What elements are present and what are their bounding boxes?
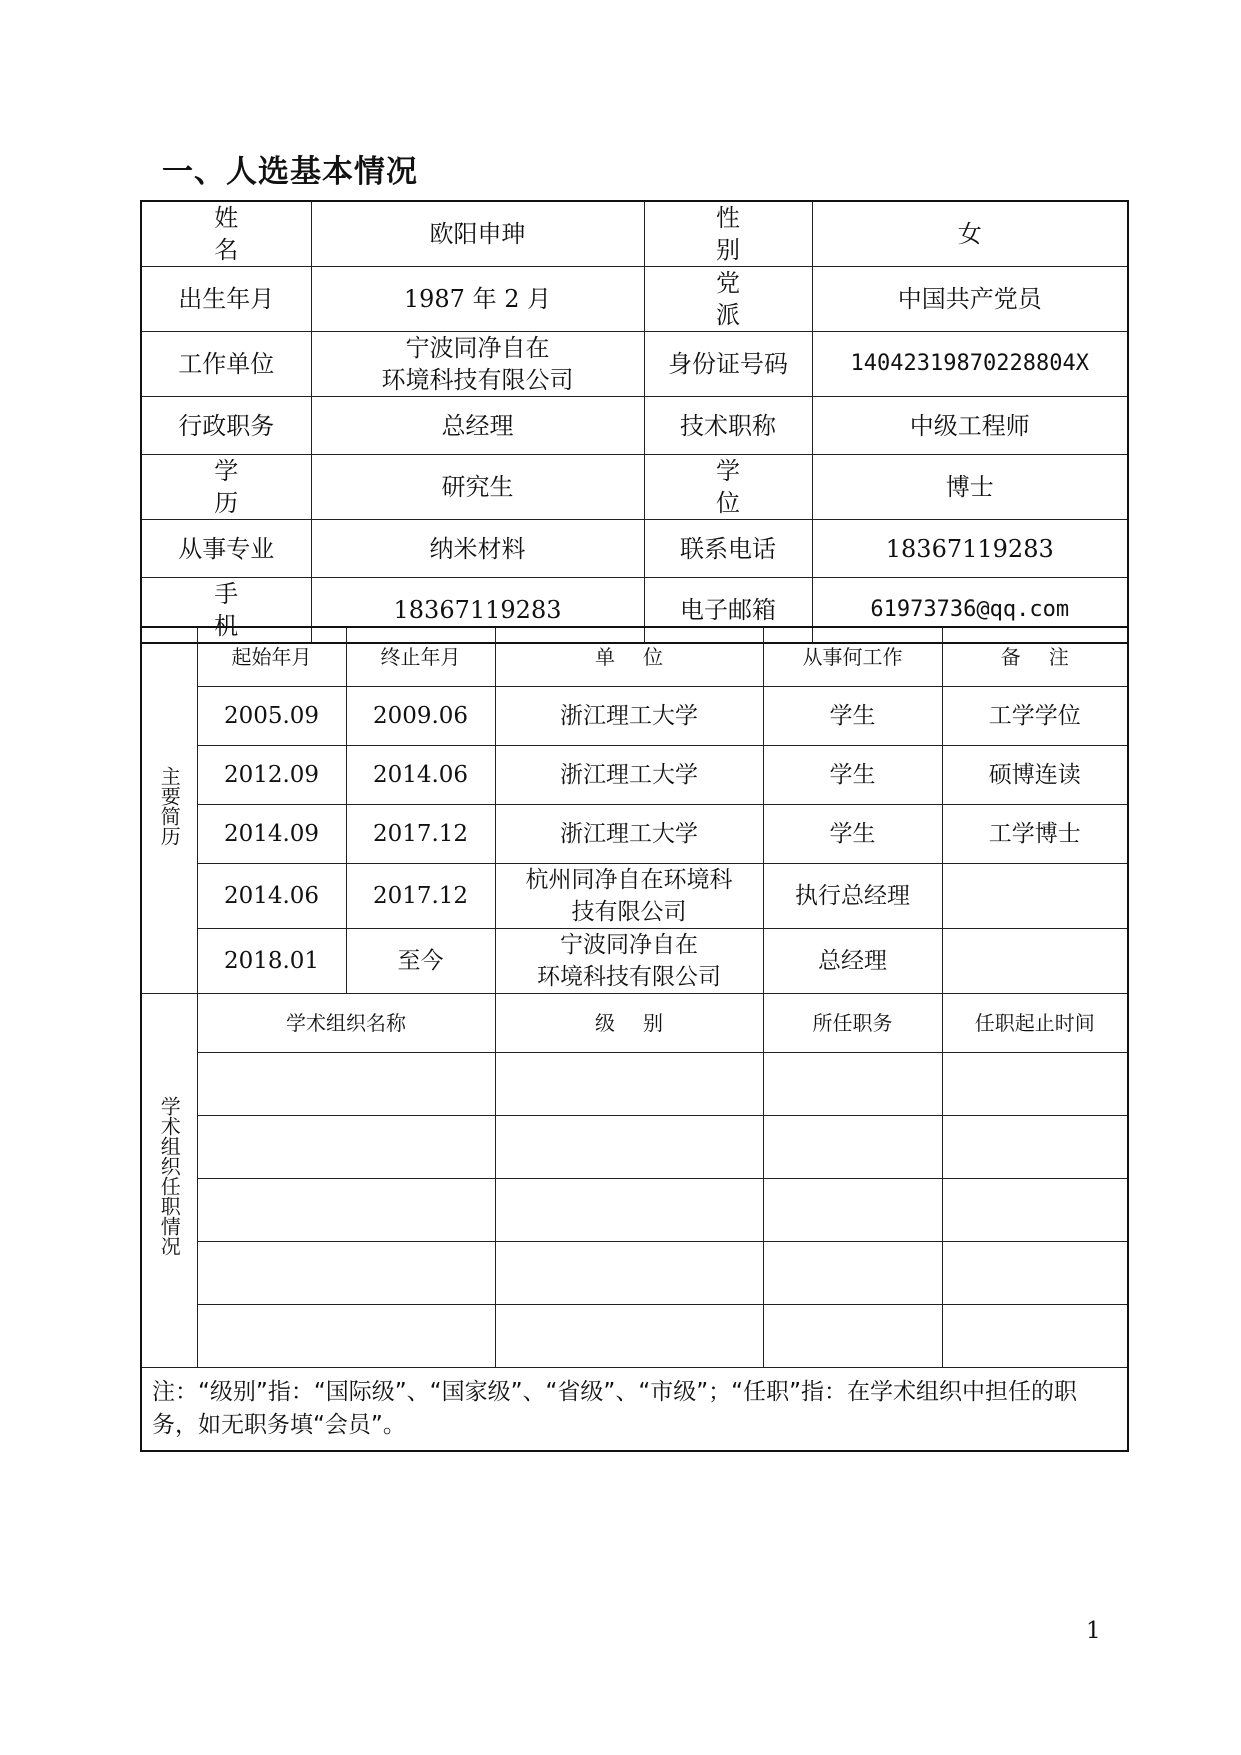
academic-period-cell[interactable] [942, 1242, 1128, 1305]
academic-org-cell[interactable] [197, 1179, 495, 1242]
value-employer [311, 332, 644, 397]
label-name: 姓名 [141, 201, 311, 267]
history-row [141, 864, 1128, 929]
history-row [141, 805, 1128, 864]
academic-org-cell[interactable] [197, 1116, 495, 1179]
label-mobile: 手机 [141, 578, 311, 644]
history-note [942, 929, 1128, 994]
history-end: 2017.12 [346, 805, 495, 864]
history-end: 至今 [346, 929, 495, 994]
label-email: 电子邮箱 [644, 578, 812, 644]
basic-row-employer [141, 332, 1128, 397]
label-admin-position: 行政职务 [141, 397, 311, 455]
history-work: 总经理 [763, 929, 942, 994]
history-note: 工学博士 [942, 805, 1128, 864]
academic-row [141, 1305, 1128, 1368]
history-unit-line2: 技有限公司 [571, 899, 687, 925]
history-header-start: 起始年月 [197, 627, 346, 687]
academic-role-cell[interactable] [763, 1305, 942, 1368]
academic-period-cell[interactable] [942, 1305, 1128, 1368]
value-employer-line1: 宁波同净自在 [405, 334, 550, 362]
history-row [141, 746, 1128, 805]
academic-header-row [141, 994, 1128, 1053]
history-unit-line1: 杭州同净自在环境科 [525, 867, 733, 893]
label-employer: 工作单位 [141, 332, 311, 397]
label-degree: 学位 [644, 455, 812, 520]
label-id-number: 身份证号码 [644, 332, 812, 397]
history-unit: 浙江理工大学 [495, 805, 763, 864]
value-employer-line2: 环境科技有限公司 [381, 366, 574, 394]
academic-role-cell[interactable] [763, 1179, 942, 1242]
basic-row-major [141, 520, 1128, 578]
history-unit-line1: 宁波同净自在 [560, 932, 698, 958]
academic-row [141, 1179, 1128, 1242]
footnote: 注：“级别”指：“国际级”、“国家级”、“省级”、“市级”；“任职”指：在学术组织中担任的职务，如无职务填“会员”。 [141, 1368, 1128, 1452]
value-email: 61973736@qq.com [812, 578, 1128, 644]
label-major: 从事专业 [141, 520, 311, 578]
history-header-work: 从事何工作 [763, 627, 942, 687]
academic-role-cell[interactable] [763, 1242, 942, 1305]
basic-row-education [141, 455, 1128, 520]
basic-row-birth [141, 267, 1128, 332]
history-header-end: 终止年月 [346, 627, 495, 687]
history-unit: 浙江理工大学 [495, 746, 763, 805]
history-header-row [141, 627, 1128, 687]
section-heading: 一、人选基本情况 [162, 154, 418, 190]
history-unit [495, 929, 763, 994]
history-work: 执行总经理 [763, 864, 942, 929]
value-major: 纳米材料 [311, 520, 644, 578]
value-admin-position: 总经理 [311, 397, 644, 455]
academic-level-cell[interactable] [495, 1053, 763, 1116]
academic-header-level: 级别 [495, 994, 763, 1053]
history-side-label-cell [141, 627, 197, 994]
academic-org-cell[interactable] [197, 1053, 495, 1116]
history-work: 学生 [763, 687, 942, 746]
label-party: 党派 [644, 267, 812, 332]
history-note: 硕博连读 [942, 746, 1128, 805]
history-note: 工学学位 [942, 687, 1128, 746]
academic-period-cell[interactable] [942, 1053, 1128, 1116]
value-tech-title: 中级工程师 [812, 397, 1128, 455]
academic-row [141, 1242, 1128, 1305]
history-work: 学生 [763, 805, 942, 864]
page-number: 1 [1086, 1618, 1101, 1644]
value-education: 研究生 [311, 455, 644, 520]
academic-role-cell[interactable] [763, 1053, 942, 1116]
history-start: 2012.09 [197, 746, 346, 805]
history-start: 2014.06 [197, 864, 346, 929]
academic-side-label-cell [141, 994, 197, 1368]
label-birth: 出生年月 [141, 267, 311, 332]
value-phone: 18367119283 [812, 520, 1128, 578]
label-tech-title: 技术职称 [644, 397, 812, 455]
label-phone: 联系电话 [644, 520, 812, 578]
value-id-number: 14042319870228804X [812, 332, 1128, 397]
value-party: 中国共产党员 [812, 267, 1128, 332]
academic-header-role: 所任职务 [763, 994, 942, 1053]
history-unit [495, 864, 763, 929]
history-start: 2005.09 [197, 687, 346, 746]
history-row [141, 929, 1128, 994]
academic-side-label: 学术组织任职情况 [157, 1096, 182, 1256]
academic-level-cell[interactable] [495, 1116, 763, 1179]
history-side-label: 主要简历 [157, 766, 182, 846]
academic-row [141, 1053, 1128, 1116]
history-end: 2017.12 [346, 864, 495, 929]
basic-row-name [141, 201, 1128, 267]
academic-role-cell[interactable] [763, 1116, 942, 1179]
history-note [942, 864, 1128, 929]
history-unit: 浙江理工大学 [495, 687, 763, 746]
academic-level-cell[interactable] [495, 1179, 763, 1242]
label-gender: 性别 [644, 201, 812, 267]
academic-header-period: 任职起止时间 [942, 994, 1128, 1053]
history-start: 2018.01 [197, 929, 346, 994]
value-degree: 博士 [812, 455, 1128, 520]
history-row [141, 687, 1128, 746]
value-gender: 女 [812, 201, 1128, 267]
history-start: 2014.09 [197, 805, 346, 864]
academic-period-cell[interactable] [942, 1179, 1128, 1242]
academic-row [141, 1116, 1128, 1179]
history-end: 2009.06 [346, 687, 495, 746]
value-mobile: 18367119283 [311, 578, 644, 644]
history-academic-table [140, 626, 1129, 1452]
basic-info-table [140, 200, 1129, 644]
academic-header-org: 学术组织名称 [197, 994, 495, 1053]
value-birth: 1987 年 2 月 [311, 267, 644, 332]
history-end: 2014.06 [346, 746, 495, 805]
academic-level-cell[interactable] [495, 1305, 763, 1368]
label-education: 学历 [141, 455, 311, 520]
basic-row-position [141, 397, 1128, 455]
footnote-row [141, 1368, 1128, 1452]
history-header-note: 备注 [942, 627, 1128, 687]
academic-org-cell[interactable] [197, 1242, 495, 1305]
academic-level-cell[interactable] [495, 1242, 763, 1305]
history-unit-line2: 环境科技有限公司 [537, 964, 721, 990]
value-name: 欧阳申珅 [311, 201, 644, 267]
academic-org-cell[interactable] [197, 1305, 495, 1368]
history-header-unit: 单位 [495, 627, 763, 687]
academic-period-cell[interactable] [942, 1116, 1128, 1179]
history-work: 学生 [763, 746, 942, 805]
